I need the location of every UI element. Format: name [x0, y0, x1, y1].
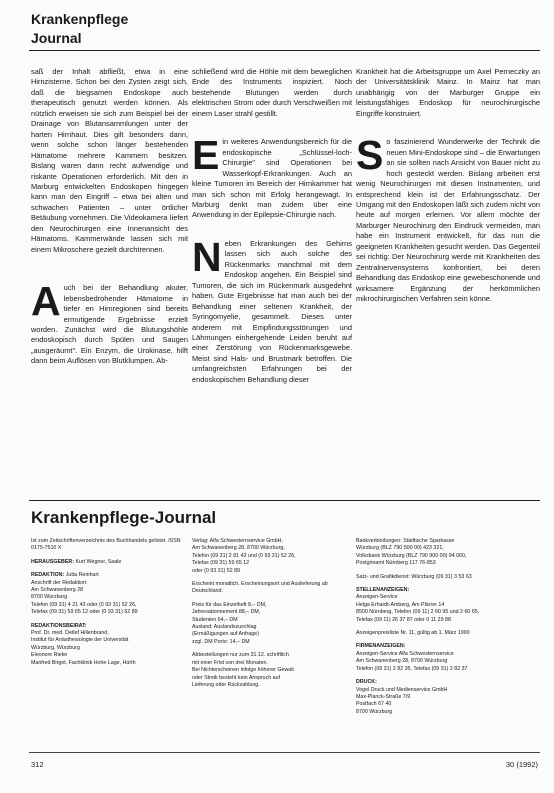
article-paragraph: Krankheit hat die Arbeitsgruppe um Axel Perneczky an der Universitätsklinik Mainz. In Mainz hat man unabhängig von der Marburger Gruppe ein leistungsfähiges Endoskop für neurochirurgische Eingriffe konstruiert.	[356, 67, 540, 118]
impressum-line: 8700 Würzburg	[31, 594, 68, 601]
impressum-line: Postgiroamt Nürnberg 117 76-853	[356, 560, 436, 567]
impressum-intro: Ist zum Zeitschriftenverzeichnis des Buchhandels gelistet. ISSN 0175-7510 X	[31, 538, 181, 552]
impressum-line: 8500 Nürnberg, Telefon (09 11) 2 60 95 und 2 60 65,	[356, 609, 480, 616]
drop-cap: S	[356, 132, 384, 179]
impressum-line: Anschrift der Redaktion:	[31, 579, 88, 586]
header-rule	[29, 50, 540, 51]
article-paragraph: saß der Inhalt abfließt, etwa in eine Hirnzisterne. Schon bei den Zysten zeigt sich, daß die biegsamen Endoskope auch therapeutisch genutzt werden können. Als nützlich erweisen sie sich zum Beispiel bei der Drainage von Blutansammlungen unter der harten Hirnhaut. Dies gilt besonders dann, wenn solche schon länger bestehenden Hämatome mehrere Kammern besitzen. Bislang waren dann recht aufwendige und riskante Operationen erforderlich. Mit den in Marburg entwickelten Endoskopen hingegen kann man den Eingriff – etwa bei alten und schwachen Patienten – unter örtlicher Betäubung vornehmen. Die Videokamera liefert den Neurochirurgen eine Innenansicht des Hämatoms. Kammerwände lassen sich mit einem Mikroschere gezielt durchtrennen.	[31, 67, 188, 254]
impressum-line: Preis für das Einzelheft 8,– DM,	[192, 601, 267, 608]
drop-cap: N	[192, 233, 222, 280]
article-paragraph	[192, 233, 352, 385]
editorial-line	[31, 572, 185, 579]
editorial-name: Jutta Reinhart	[65, 572, 99, 579]
issue-number: 30 (1992)	[505, 760, 538, 769]
impressum-line: Telefon (09 31) 2 81 43 und (0 93 31) 52 26,	[192, 552, 296, 559]
company-ads-lines	[356, 651, 538, 673]
impressum-line: Würzburg (BLZ 790 500 00) 423 321,	[356, 545, 444, 552]
impressum-line: Volksbank Würzburg (BLZ 790 900 00) 94 000,	[356, 552, 467, 559]
paragraph-text: in weiteres Anwendungsbereich für die endoskopische „Schlüssel-loch-Chirurgie" sind Operationen bei Wasserkopf-Erkrankungen. Auch an kleine Tumoren im Bereich der Hirnkammer hat man sich schon mit Erfolg herangewagt. In Marburg denkt man zudem über eine Anwendung in der Epilepsie-Chirurgie nach.	[192, 137, 352, 220]
editorial-label: REDAKTION:	[31, 572, 65, 579]
impressum-line: Anzeigen-Service	[356, 594, 398, 601]
publisher-line	[31, 559, 185, 566]
advisory-lines	[31, 630, 185, 667]
impressum-line: Studenten 64,– DM	[192, 616, 238, 623]
impressum-line: Lieferung oder Rückzahlung.	[192, 681, 260, 688]
impressum-rule	[29, 500, 540, 501]
impressum-line: Telefon (09 31) 2 82 35, Telefax (09 31) 2 82 37	[356, 665, 468, 672]
impressum-line: Telefax (09 11) 26 37 87 oder 0 11 29 88	[356, 616, 451, 623]
impressum-line: Max-Planck-Straße 7/9	[356, 693, 411, 700]
print-label: DRUCK:	[356, 679, 377, 686]
header-title: Krankenpflege	[31, 11, 129, 27]
article-column-2	[192, 67, 352, 385]
impressum-column-2	[192, 538, 352, 689]
impressum-line: Anzeigenpreisliste Nr. 11, gültig ab 1. März 1990	[356, 630, 470, 637]
footer-rule	[29, 752, 540, 753]
graphics-line	[356, 574, 538, 581]
article-paragraph	[192, 132, 352, 221]
impressum-line: Anzeigen-Service Alfa Schwesternservice	[356, 650, 454, 657]
impressum-line: Bankverbindungen: Städtische Sparkasse	[356, 538, 455, 544]
impressum-line: Vogel Druck und Medienservice GmbH	[356, 686, 448, 693]
impressum-line: Verlag: Alfa Schwesternservice GmbH,	[192, 538, 283, 544]
publisher-address	[192, 538, 352, 575]
impressum-column-3	[356, 538, 538, 716]
impressum-line: zzgl. DM Porto: 14,– DM	[192, 638, 250, 645]
article-column-1	[31, 67, 188, 367]
publisher-label: HERAUSGEBER:	[31, 558, 74, 565]
impressum-line: Postfach 67 40	[356, 701, 392, 708]
drop-cap: E	[192, 132, 220, 179]
impressum-line: 8700 Würzburg	[356, 708, 393, 715]
impressum-line: Ausland: Auslandszuschlag	[192, 624, 257, 631]
impressum-line: mit einer Frist von drei Monaten.	[192, 659, 268, 666]
article-paragraph	[356, 132, 540, 304]
impressum-line: Bei Nichterscheinen infolge höherer Gewalt	[192, 667, 294, 674]
impressum-line: Würzburg, Würzburg	[31, 644, 80, 651]
impressum-line: Jahresabonnement 88,– DM,	[192, 609, 261, 616]
impressum-line: (Ermäßigungen auf Anfrage)	[192, 631, 259, 638]
impressum-line: Am Schwanenberg 28, 8700 Würzburg	[356, 658, 448, 665]
impressum-line: oder (0 93 31) 52 89	[192, 567, 241, 574]
paragraph-text: uch bei der Behandlung akuter, lebensbedrohender Hämatome in tiefer en Hirnregionen sind bereits ermutigende Ergebnisse erzielt worden. Zunächst wird die Blutungshöhle endoskopisch durch Spülen und Saugen „ausgeräumt". Ein Enzym, die Urokinase, hilft dann beim Auflösen von Blutklumpen. Ab-	[31, 283, 188, 366]
price-list-line	[356, 630, 538, 637]
impressum-line: Am Schwanenberg 28, 8700 Würzburg,	[192, 545, 285, 552]
article-column-3	[356, 67, 540, 305]
advisory-label: REDAKTIONSBEIRAT:	[31, 622, 87, 629]
header-subtitle: Journal	[31, 30, 82, 46]
job-ads-lines	[356, 594, 538, 624]
impressum-line: Satz- und Grafikdienst: Würzburg (09 31) 3 53 63	[356, 573, 472, 580]
article-paragraph: schließend wird die Höhle mit dem beweglichen Ende des Instruments inspiziert. Noch bestehende Blutungen werden durch elektrischen Strom oder durch Verschweißen mit einem Laser strahl gestillt.	[192, 67, 352, 118]
bank-lines	[356, 538, 538, 568]
impressum-line: Helga Erhardt-Amberg, Am Plärrer 14	[356, 601, 445, 608]
impressum-title: Krankenpflege-Journal	[31, 508, 217, 527]
impressum-line: Telefax (09 31) 59 65 12 oder (0 93 31) 52 89	[31, 609, 138, 616]
print-lines	[356, 687, 538, 717]
impressum-line: Eleonore Rieke	[31, 652, 68, 659]
editorial-lines	[31, 580, 185, 617]
paragraph-text: o faszinierend Wunderwerke der Technik die neuen Mini-Endoskope sind – die Erwartungen an sie sollten nach Ansicht von Bauer nicht zu hoch gesteckt werden. Bislang arbeiten erst wenig Neurochirurgen mit diesen Instrumenten, und entsprechend klein ist der Erfahrungsschatz. Der Umgang mit den Endoskopen läßt sich zudem nicht von heute auf morgen erlernen. Vor allem möchte der Marburger Neurochirurg den Eindruck vermeiden, man habe ein Instrument entwickelt, für das nun die geeigneten Krankheiten gesucht werden. Das Gegenteil sei richtig: Der Neurochirurg werde mit Krankheiten des Zentralnervensystems konfrontiert, bei deren Behandlung das Endoskop eine gewebeschonende und wirksamere Ergänzung der herkömmlichen mikrochirurgischen Verfahren sein könne.	[356, 137, 540, 304]
paragraph-text: eben Erkrankungen des Gehirns lassen sich auch solche des Rückenmarks manchmal mit dem Endoskop angehen. Ein Beispiel sind Tumoren, die sich im Rückenmark ausgedehnt haben. Gute Ergebnisse hat man auch bei der Behandlung einer seltenen Krankheit, der Syringomyelie, gesammelt. Dieses unter anderem mit Empfindungsstörungen und Lähmungen einhergehende Leiden beruht auf einer Zerstörung von Rückenmarksgewebe. Meist sind Hals- und Brustmark betroffen. Die umfangreichsten Erfahrungen bei der endoskopischen Behandlung dieser	[192, 238, 352, 384]
company-ads-label: FIRMENANZEIGEN:	[356, 643, 406, 650]
impressum-line: Institut für Anästhesiologie der Universität	[31, 637, 129, 644]
publisher-value: Kurt Wegner, Saale	[75, 558, 122, 565]
frequency-note	[192, 581, 352, 596]
article-paragraph	[31, 278, 188, 367]
impressum-column-1	[31, 538, 185, 667]
impressum-line: Am Schwanenberg 28	[31, 587, 84, 594]
impressum-line: Prof. Dr. med. Detlef Hillenbrand,	[31, 630, 109, 637]
page-number: 312	[31, 760, 44, 769]
impressum-line: Telefon (09 31) 4 21 43 oder (0 93 31) 52 26,	[31, 601, 137, 608]
impressum-line: oder Streik besteht kein Anspruch auf	[192, 674, 281, 681]
impressum-line: Telefax (09 31) 59 65 12	[192, 560, 250, 567]
job-ads-label: STELLENANZEIGEN:	[356, 587, 410, 594]
impressum-line: Manfred Birget, Fachklinik Hohe Lage, Hürth	[31, 659, 136, 666]
drop-cap: A	[31, 278, 61, 325]
impressum-line: Erscheint monatlich. Erscheinungsort und Auslieferung ab Deutschland.	[192, 581, 328, 595]
cancellation-lines	[192, 652, 352, 689]
price-lines	[192, 602, 352, 646]
impressum-line: Abbestellungen nur zum 31.12. schriftlich	[192, 652, 289, 659]
